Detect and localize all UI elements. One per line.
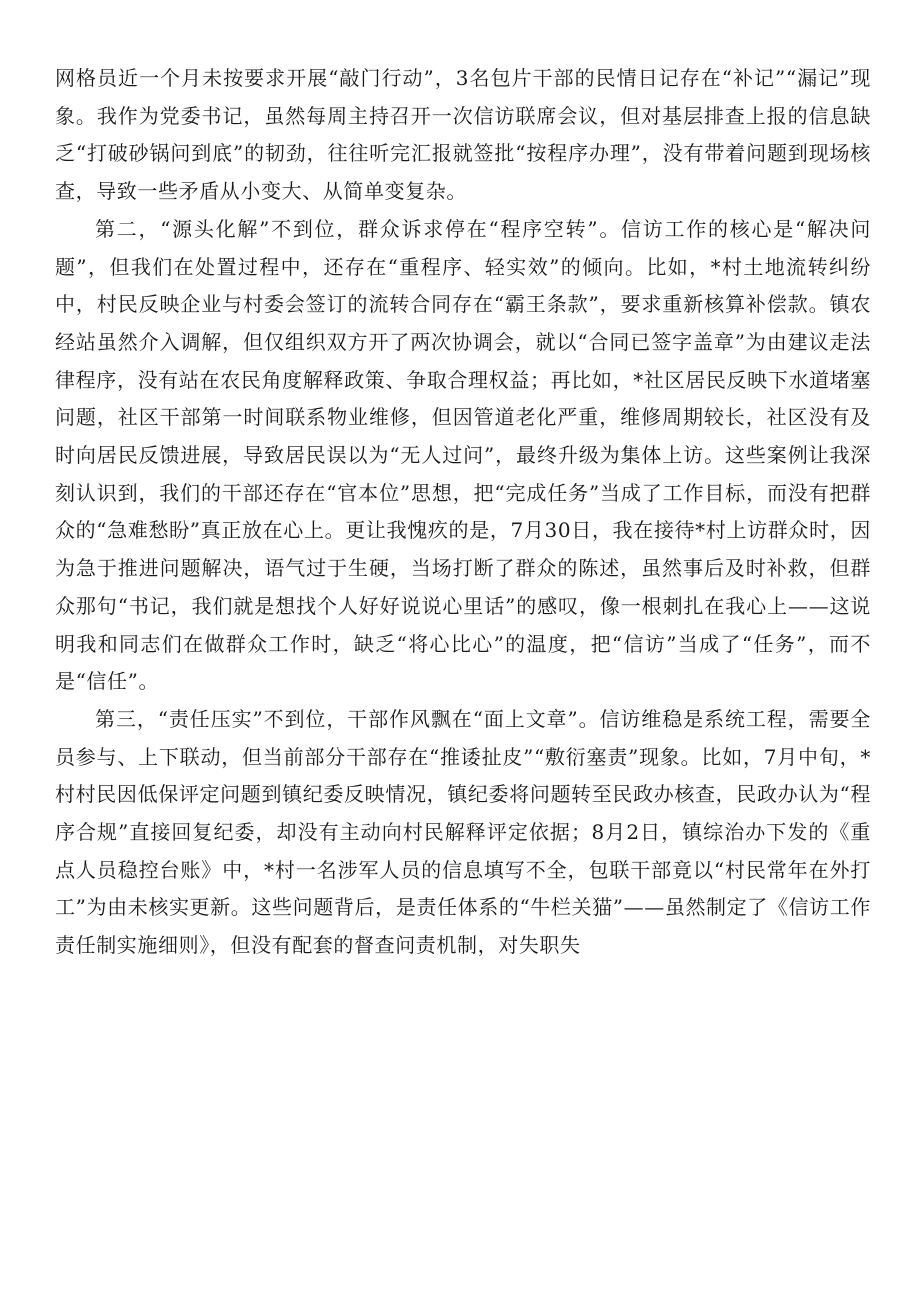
paragraph-continuation: 网格员近一个月未按要求开展“敲门行动”，3名包片干部的民情日记存在“补记”“漏记”现象。我作为党委书记，虽然每周主持召开一次信访联席会议，但对基层排查上报的信息缺乏“打破砂锅问到底”的韧劲，往往听完汇报就签批“按程序办理”，没有带着问题到现场核查，导致一些矛盾从小变大、从简单变复杂。 [55, 66, 871, 204]
document-body [55, 60, 871, 965]
paragraph-third-point: 第三，“责任压实”不到位，干部作风飘在“面上文章”。信访维稳是系统工程，需要全员参与、上下联动，但当前部分干部存在“推诿扯皮”“敷衍塞责”现象。比如，7月中旬，*村村民因低保评定问题到镇纪委反映情况，镇纪委将问题转至民政办核查，民政办认为“程序合规”直接回复纪委，却没有主动向村民解释评定依据；8月2日，镇综治办下发的《重点人员稳控台账》中，*村一名涉军人员的信息填写不全，包联干部竟以“村民常年在外打工”为由未核实更新。这些问题背后，是责任体系的“牛栏关猫”——虽然制定了《信访工作责任制实施细则》，但没有配套的督查问责机制，对失职失 [55, 706, 871, 958]
paragraph-second-point: 第二，“源头化解”不到位，群众诉求停在“程序空转”。信访工作的核心是“解决问题”，但我们在处置过程中，还存在“重程序、轻实效”的倾向。比如，*村土地流转纠纷中，村民反映企业与村委会签订的流转合同存在“霸王条款”，要求重新核算补偿款。镇农经站虽然介入调解，但仅组织双方开了两次协调会，就以“合同已签字盖章”为由建议走法律程序，没有站在农民角度解释政策、争取合理权益；再比如，*社区居民反映下水道堵塞问题，社区干部第一时间联系物业维修，但因管道老化严重，维修周期较长，社区没有及时向居民反馈进展，导致居民误以为“无人过问”，最终升级为集体上访。这些案例让我深刻认识到，我们的干部还存在“官本位”思想，把“完成任务”当成了工作目标，而没有把群众的“急难愁盼”真正放在心上。更让我愧疚的是，7月30日，我在接待*村上访群众时，因为急于推进问题解决，语气过于生硬，当场打断了群众的陈述，虽然事后及时补救，但群众那句“书记，我们就是想找个人好好说说心里话”的感叹，像一根刺扎在我心上——这说明我和同志们在做群众工作时，缺乏“将心比心”的温度，把“信访”当成了“任务”，而不是“信任”。 [55, 216, 871, 694]
